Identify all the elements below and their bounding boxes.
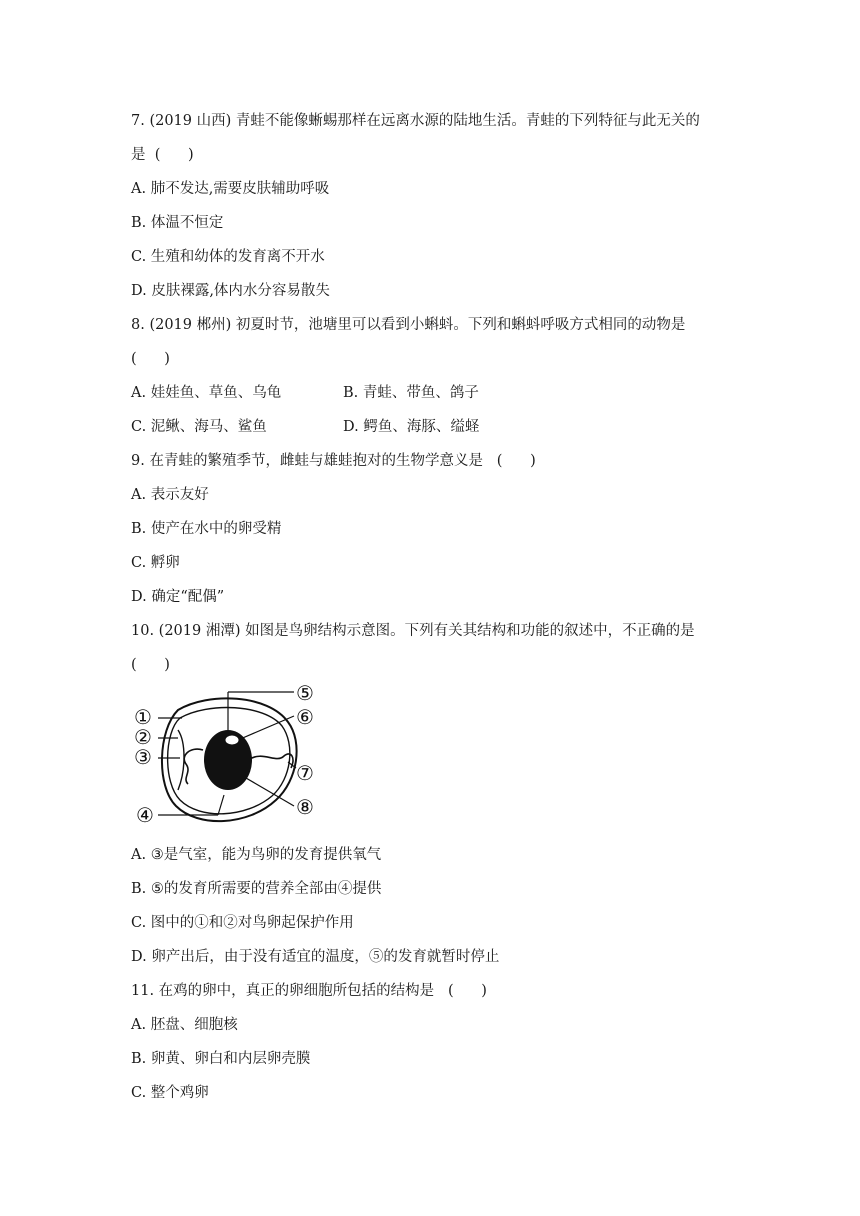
q9-option-a: A. 表示友好 — [131, 487, 209, 503]
chalaza-right — [248, 754, 293, 768]
q11-option-b: B. 卵黄、卵白和内层卵壳膜 — [131, 1051, 311, 1067]
q7-option-a: A. 肺不发达,需要皮肤辅助呼吸 — [131, 181, 330, 197]
q7-option-d: D. 皮肤裸露,体内水分容易散失 — [131, 283, 330, 299]
q8-option-a: A. 娃娃鱼、草鱼、乌龟 — [131, 385, 282, 401]
air-chamber — [178, 730, 184, 790]
q9-option-c: C. 孵卵 — [131, 555, 180, 571]
q10-stem-line2: ( ) — [131, 657, 170, 673]
q10-option-d: D. 卵产出后，由于没有适宜的温度，⑤的发育就暂时停止 — [131, 949, 500, 965]
q8-option-b: B. 青蛙、带鱼、鸽子 — [343, 385, 479, 401]
q8-option-c: C. 泥鳅、海马、鲨鱼 — [131, 419, 267, 435]
q7-stem-line2: 是 ( ) — [131, 147, 194, 163]
q11-option-c: C. 整个鸡卵 — [131, 1085, 209, 1101]
germinal-disc — [225, 735, 239, 745]
q7-option-c: C. 生殖和幼体的发育离不开水 — [131, 249, 325, 265]
label-1: ① — [134, 705, 152, 729]
q9-option-d: D. 确定“配偶” — [131, 589, 225, 605]
label-4: ④ — [136, 803, 154, 827]
bird-egg-diagram — [128, 680, 328, 828]
label-2: ② — [134, 725, 152, 749]
label-3: ③ — [134, 745, 152, 769]
q8-stem-line1: 8. (2019 郴州) 初夏时节，池塘里可以看到小蝌蚪。下列和蝌蚪呼吸方式相同的动物是 — [131, 317, 686, 333]
chalaza-left — [184, 749, 203, 784]
q9-option-b: B. 使产在水中的卵受精 — [131, 521, 282, 537]
q7-stem-line1: 7. (2019 山西) 青蛙不能像蜥蜴那样在远离水源的陆地生活。青蛙的下列特征与此无关的 — [131, 113, 700, 129]
label-5: ⑤ — [296, 681, 314, 705]
q10-option-a: A. ③是气室，能为鸟卵的发育提供氧气 — [131, 847, 382, 863]
label-8: ⑧ — [296, 795, 314, 819]
q10-option-c: C. 图中的①和②对鸟卵起保护作用 — [131, 915, 354, 931]
q10-stem-line1: 10. (2019 湘潭) 如图是鸟卵结构示意图。下列有关其结构和功能的叙述中，不正确的是 — [131, 623, 695, 639]
q8-stem-line2: ( ) — [131, 351, 170, 367]
bird-egg-figure — [128, 680, 328, 828]
label-6: ⑥ — [296, 705, 314, 729]
q11-stem: 11. 在鸡的卵中，真正的卵细胞所包括的结构是 ( ) — [131, 983, 487, 999]
label-7: ⑦ — [296, 761, 314, 785]
q9-stem: 9. 在青蛙的繁殖季节，雌蛙与雄蛙抱对的生物学意义是 ( ) — [131, 453, 536, 469]
q8-option-d: D. 鳄鱼、海豚、缢蛏 — [343, 419, 480, 435]
q7-option-b: B. 体温不恒定 — [131, 215, 224, 231]
q10-option-b: B. ⑤的发育所需要的营养全部由④提供 — [131, 881, 382, 897]
q11-option-a: A. 胚盘、细胞核 — [131, 1017, 238, 1033]
